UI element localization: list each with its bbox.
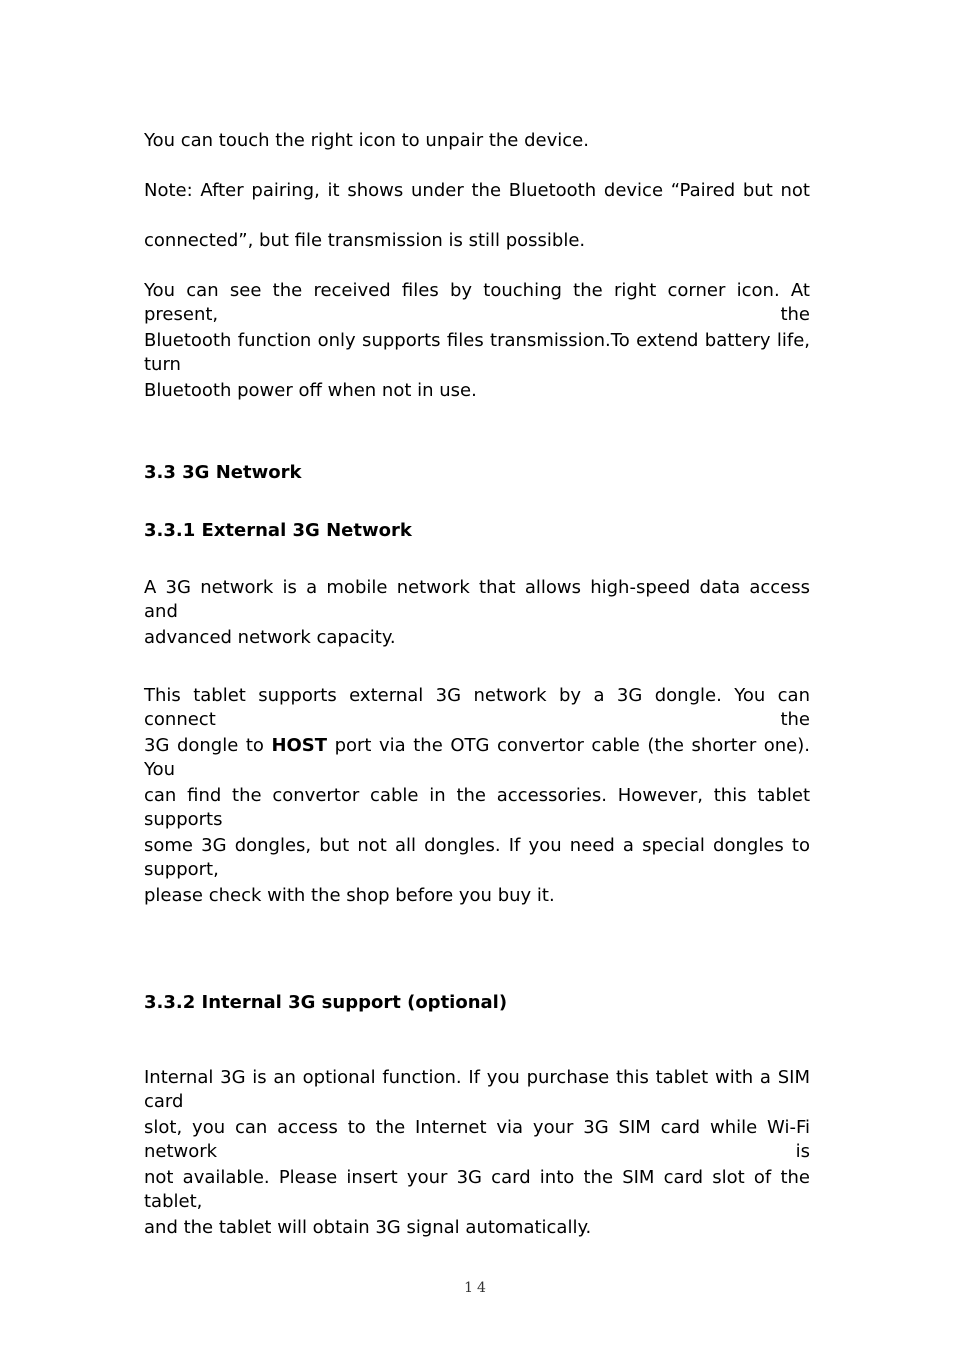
paragraph-line: Bluetooth function only supports files transmission.To extend battery life, turn [144, 330, 810, 375]
paragraph-line: Internal 3G is an optional function. If you purchase this tablet with a SIM card [144, 1067, 810, 1112]
paragraph-line: Note: After pairing, it shows under the Bluetooth device “Paired but not [144, 180, 810, 201]
paragraph-line: slot, you can access to the Internet via your 3G SIM card while Wi-Fi network is [144, 1117, 810, 1162]
page-number: 14 [464, 1280, 490, 1296]
section-heading: 3.3 3G Network [144, 462, 302, 483]
paragraph-line: A 3G network is a mobile network that allows high-speed data access and [144, 577, 810, 622]
paragraph-line: You can see the received files by touching the right corner icon. At present, the [144, 280, 810, 325]
subsection-heading: 3.3.2 Internal 3G support (optional) [144, 992, 508, 1013]
line-text: port via the OTG convertor cable (the shorter one). You [144, 735, 810, 780]
paragraph-line: This tablet supports external 3G network by a 3G dongle. You can connect the [144, 685, 810, 730]
paragraph-line: please check with the shop before you buy it. [144, 885, 555, 906]
paragraph-line: connected”, but file transmission is still possible. [144, 230, 586, 251]
paragraph-line [144, 734, 810, 782]
paragraph-line: can find the convertor cable in the accessories. However, this tablet supports [144, 785, 810, 830]
paragraph-line: advanced network capacity. [144, 627, 396, 648]
paragraph-line: Bluetooth power off when not in use. [144, 380, 477, 401]
paragraph-line: You can touch the right icon to unpair the device. [144, 130, 589, 151]
line-text: 3G dongle to [144, 735, 272, 756]
paragraph-line: and the tablet will obtain 3G signal automatically. [144, 1217, 592, 1238]
host-port-label: HOST [271, 735, 328, 756]
paragraph-line: not available. Please insert your 3G card into the SIM card slot of the tablet, [144, 1167, 810, 1212]
subsection-heading: 3.3.1 External 3G Network [144, 520, 412, 541]
paragraph-line: some 3G dongles, but not all dongles. If you need a special dongles to support, [144, 835, 810, 880]
